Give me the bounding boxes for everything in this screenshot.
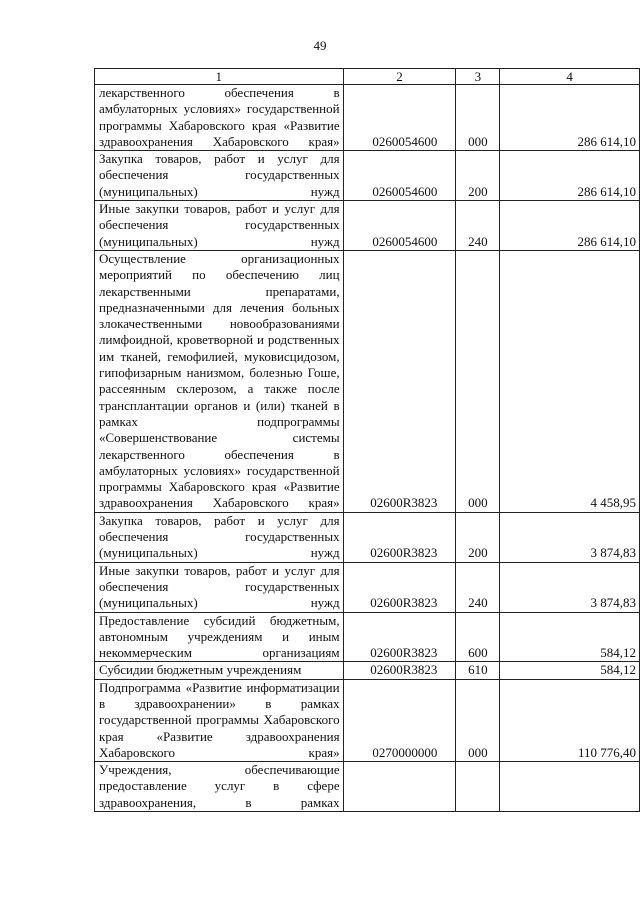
page-number: 49 bbox=[313, 38, 327, 53]
row-description: Закупка товаров, работ и услуг для обеспечения государственных (муниципальных) нужд bbox=[95, 151, 344, 201]
table-row bbox=[95, 679, 640, 761]
row-code: 02600R3823 bbox=[343, 512, 456, 562]
row-amount: 584,12 bbox=[500, 662, 640, 679]
table-row bbox=[95, 662, 640, 679]
row-type: 610 bbox=[456, 662, 500, 679]
table-row bbox=[95, 85, 640, 151]
table-row bbox=[95, 512, 640, 562]
table-row bbox=[95, 562, 640, 612]
row-amount: 3 874,83 bbox=[500, 512, 640, 562]
row-code: 0270000000 bbox=[343, 679, 456, 761]
row-type: 000 bbox=[456, 250, 500, 512]
header-col-1: 1 bbox=[95, 69, 344, 85]
row-description: Осуществление организационных мероприятий по обеспечению лиц лекарственными препаратами, предназначенными для лечения больных злокачественными новообразованиями лимфоидной, кроветворной и родственных им тканей, гемофилией, муковисцидозом, гипофизарным нанизмом, болезнью Гоше, рассеянным склерозом, а также после трансплантации органов и (или) тканей в рамках подпрограммы «Совершенствование системы лекарственного обеспечения в амбулаторных условиях» государственной программы Хабаровского края «Развитие здравоохранения Хабаровского края» bbox=[95, 250, 344, 512]
row-amount: 584,12 bbox=[500, 612, 640, 662]
row-description: Иные закупки товаров, работ и услуг для обеспечения государственных (муниципальных) нужд bbox=[95, 201, 344, 251]
row-code: 02600R3823 bbox=[343, 612, 456, 662]
header-col-3: 3 bbox=[456, 69, 500, 85]
row-type: 200 bbox=[456, 151, 500, 201]
table-row bbox=[95, 201, 640, 251]
table-row bbox=[95, 250, 640, 512]
row-code: 0260054600 bbox=[343, 201, 456, 251]
row-description: Предоставление субсидий бюджетным, автономным учреждениям и иным некоммерческим организациям bbox=[95, 612, 344, 662]
row-type: 200 bbox=[456, 512, 500, 562]
row-code bbox=[343, 762, 456, 812]
table-row bbox=[95, 612, 640, 662]
row-description: лекарственного обеспечения в амбулаторных условиях» государственной программы Хабаровского края «Развитие здравоохранения Хабаровского края» bbox=[95, 85, 344, 151]
row-code: 02600R3823 bbox=[343, 562, 456, 612]
row-description: Закупка товаров, работ и услуг для обеспечения государственных (муниципальных) нужд bbox=[95, 512, 344, 562]
row-amount bbox=[500, 762, 640, 812]
table-row bbox=[95, 762, 640, 812]
header-col-2: 2 bbox=[343, 69, 456, 85]
table-row bbox=[95, 151, 640, 201]
row-amount: 286 614,10 bbox=[500, 201, 640, 251]
row-type: 000 bbox=[456, 679, 500, 761]
budget-table bbox=[94, 68, 640, 812]
row-type: 240 bbox=[456, 201, 500, 251]
row-amount: 4 458,95 bbox=[500, 250, 640, 512]
row-type: 600 bbox=[456, 612, 500, 662]
row-description: Учреждения, обеспечивающие предоставление услуг в сфере здравоохранения, в рамках bbox=[95, 762, 344, 812]
row-amount: 3 874,83 bbox=[500, 562, 640, 612]
row-type bbox=[456, 762, 500, 812]
row-code: 02600R3823 bbox=[343, 662, 456, 679]
table-header-row bbox=[95, 69, 640, 85]
row-code: 0260054600 bbox=[343, 151, 456, 201]
row-amount: 286 614,10 bbox=[500, 85, 640, 151]
row-type: 000 bbox=[456, 85, 500, 151]
row-amount: 286 614,10 bbox=[500, 151, 640, 201]
row-amount: 110 776,40 bbox=[500, 679, 640, 761]
row-description: Подпрограмма «Развитие информатизации в здравоохранении» в рамках государственной программы Хабаровского края «Развитие здравоохранения Хабаровского края» bbox=[95, 679, 344, 761]
row-code: 02600R3823 bbox=[343, 250, 456, 512]
row-description: Иные закупки товаров, работ и услуг для обеспечения государственных (муниципальных) нужд bbox=[95, 562, 344, 612]
row-type: 240 bbox=[456, 562, 500, 612]
row-description: Субсидии бюджетным учреждениям bbox=[95, 662, 344, 679]
header-col-4: 4 bbox=[500, 69, 640, 85]
row-code: 0260054600 bbox=[343, 85, 456, 151]
